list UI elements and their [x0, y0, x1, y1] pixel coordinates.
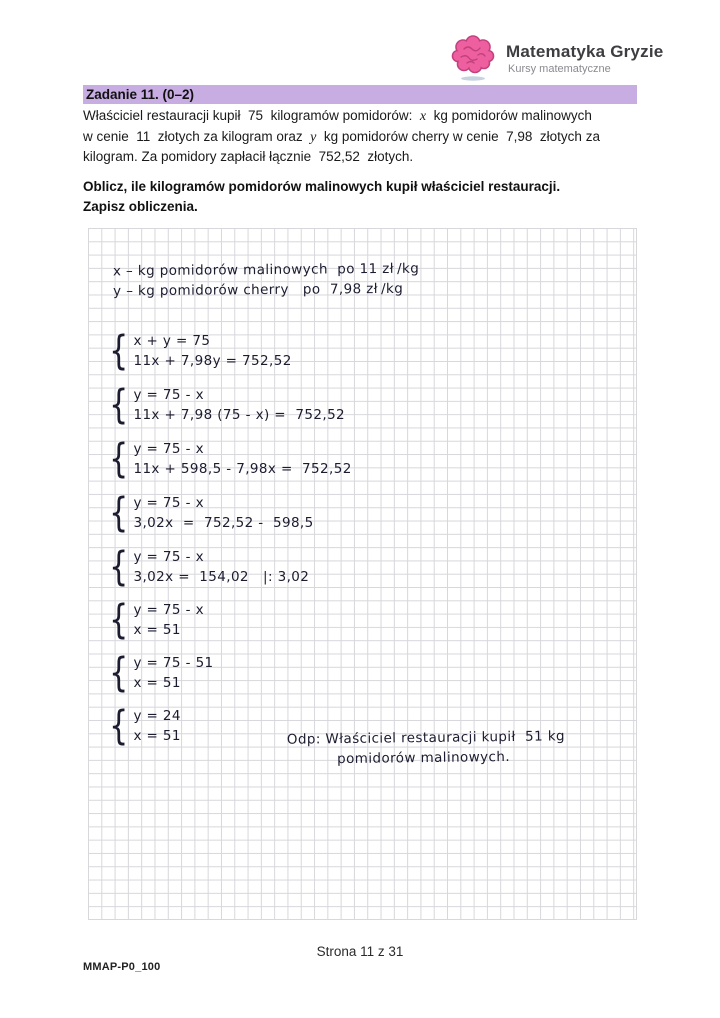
problem-text: kg pomidorów malinowych	[426, 108, 592, 123]
brace-icon: {	[109, 703, 129, 749]
equation-line: x = 51	[133, 728, 181, 744]
equation-line: 11x + 598,5 - 7,98x = 752,52	[133, 461, 352, 477]
equation-system-7	[106, 650, 214, 696]
brain-icon	[450, 33, 498, 83]
task-instruction	[83, 177, 643, 216]
equation-line: y = 75 - x	[133, 441, 204, 457]
problem-text: kg pomidorów cherry w cenie 7,98 złotych za	[316, 128, 600, 144]
handwritten-answer	[287, 726, 566, 769]
brace-icon: {	[109, 544, 129, 590]
equation-system-6	[106, 597, 204, 643]
brace-icon: {	[109, 490, 129, 536]
problem-statement	[83, 106, 643, 167]
instruction-line: Zapisz obliczenia.	[83, 198, 198, 214]
equation-system-8	[106, 703, 181, 749]
problem-text: kilogram. Za pomidory zapłacił łącznie 752,52 złotych.	[83, 149, 414, 164]
brace-icon: {	[109, 650, 129, 696]
equation-line: 11x + 7,98y = 752,52	[133, 353, 292, 369]
equation-line: y = 75 - x	[133, 387, 204, 403]
logo-tagline: Kursy matematyczne	[508, 62, 611, 75]
logo-brand-text: Matematyka Gryzie	[506, 41, 664, 61]
math-var-x: x	[419, 109, 427, 124]
answer-line: Odp: Właściciel restauracji kupił 51 kg	[286, 728, 566, 748]
page-number: Strona 11 z 31	[316, 944, 404, 959]
math-var-y: y	[310, 129, 317, 145]
equation-line: x + y = 75	[133, 333, 211, 349]
equation-system-3	[106, 436, 352, 482]
equation-line: 11x + 7,98 (75 - x) = 752,52	[133, 407, 346, 423]
equation-line: 3,02x = 154,02 |: 3,02	[133, 569, 310, 585]
document-code: MMAP-P0_100	[83, 961, 161, 973]
equation-system-5	[106, 544, 310, 590]
brace-icon: {	[109, 328, 129, 374]
equation-line: y = 75 - x	[133, 495, 204, 511]
equation-line: y = 75 - x	[133, 549, 204, 565]
answer-grid-area	[88, 228, 637, 920]
logo	[450, 33, 664, 83]
equation-line: y = 24	[133, 708, 181, 724]
task-header-bar	[83, 85, 637, 104]
task-title: Zadanie 11. (0–2)	[86, 87, 195, 102]
equation-line: y = 75 - 51	[133, 655, 214, 671]
answer-line: pomidorów malinowych.	[337, 748, 511, 768]
handwritten-notes	[113, 259, 420, 302]
problem-text: Właściciel restauracji kupił 75 kilogramów pomidorów:	[83, 108, 420, 123]
equation-line: x = 51	[133, 622, 181, 638]
equation-system-1	[106, 328, 292, 374]
equation-system-4	[106, 490, 314, 536]
instruction-line: Oblicz, ile kilogramów pomidorów malinowych kupił właściciel restauracji.	[83, 179, 561, 194]
brace-icon: {	[109, 597, 129, 643]
equation-line: x = 51	[133, 675, 181, 691]
brace-icon: {	[109, 382, 129, 428]
note-line: y – kg pomidorów cherry po 7,98 zł /kg	[113, 280, 404, 300]
equation-system-2	[106, 382, 346, 428]
problem-text: w cenie 11 złotych za kilogram oraz	[83, 128, 311, 144]
equation-line: y = 75 - x	[133, 602, 204, 618]
equation-line: 3,02x = 752,52 - 598,5	[133, 515, 314, 531]
note-line: x – kg pomidorów malinowych po 11 zł /kg	[112, 260, 420, 280]
brace-icon: {	[109, 436, 129, 482]
